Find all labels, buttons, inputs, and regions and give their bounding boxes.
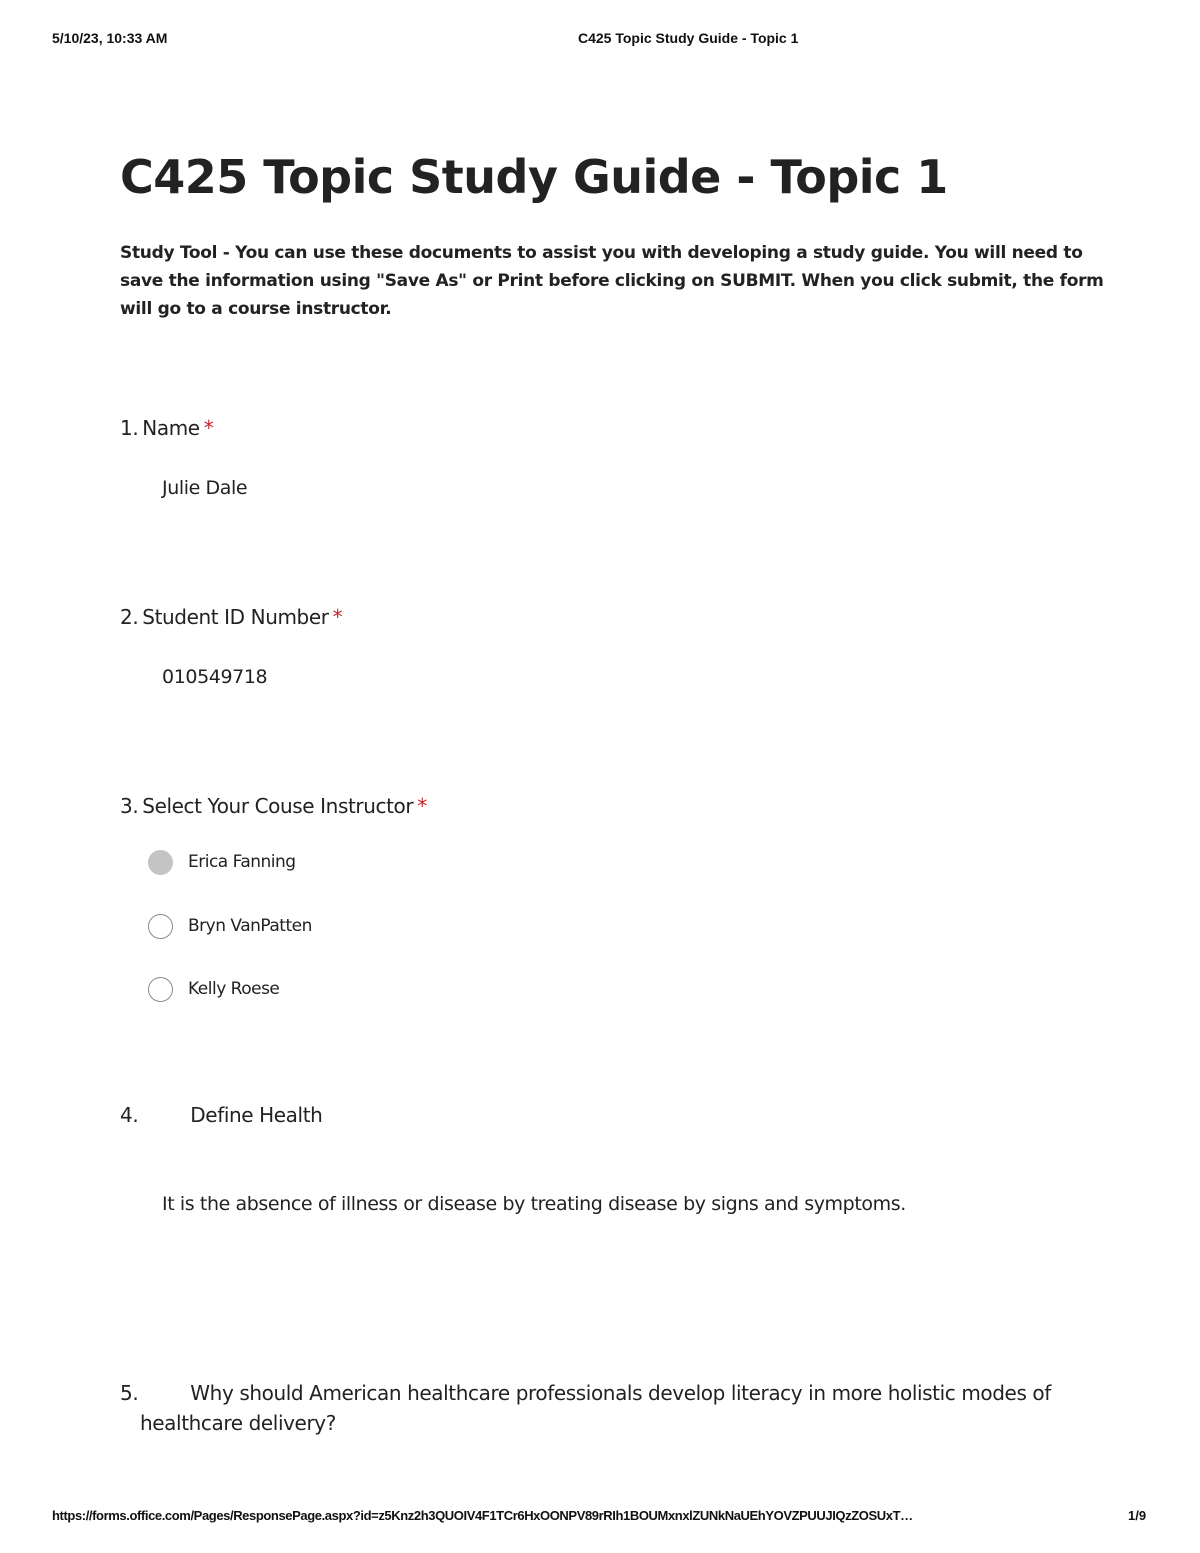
form-description: Study Tool - You can use these documents to assist you with developing a study guide. You will need to save the information using "Save As" or Print before clicking on SUBMIT. When you click submit, the form will go to a course instructor. bbox=[120, 243, 1104, 319]
required-marker: * bbox=[332, 605, 343, 629]
question-text: Select Your Couse Instructor bbox=[142, 794, 414, 818]
question-4-title bbox=[120, 1103, 322, 1127]
question-text: Student ID Number bbox=[142, 605, 329, 629]
required-marker: * bbox=[203, 416, 214, 440]
question-number: 2. bbox=[120, 605, 139, 629]
print-doc-title: C425 Topic Study Guide - Topic 1 bbox=[578, 30, 799, 46]
radio-label: Bryn VanPatten bbox=[188, 916, 312, 936]
radio-label: Erica Fanning bbox=[188, 852, 296, 872]
radio-button[interactable] bbox=[148, 914, 173, 939]
print-url: https://forms.office.com/Pages/ResponsePage.aspx?id=z5Knz2h3QUOIV4F1TCr6HxOONPV89rRIh1BOUMxnxlZUNkNaUEhYOVZPUUJIQzZOSUxT… bbox=[52, 1508, 913, 1523]
question-4-answer[interactable]: It is the absence of illness or disease by treating disease by signs and symptoms. bbox=[162, 1193, 906, 1215]
radio-button-selected[interactable] bbox=[148, 850, 173, 875]
question-text: Name bbox=[142, 416, 200, 440]
radio-button[interactable] bbox=[148, 977, 173, 1002]
question-number: 5. bbox=[120, 1381, 139, 1405]
question-number: 4. bbox=[120, 1103, 139, 1127]
radio-label: Kelly Roese bbox=[188, 979, 280, 999]
question-2-title bbox=[120, 605, 342, 629]
print-datetime: 5/10/23, 10:33 AM bbox=[52, 30, 168, 46]
radio-option-kelly-roese[interactable] bbox=[148, 974, 279, 1004]
question-3-title bbox=[120, 794, 427, 818]
question-text-line2: healthcare delivery? bbox=[140, 1411, 336, 1435]
form-title: C425 Topic Study Guide - Topic 1 bbox=[120, 150, 948, 204]
required-marker: * bbox=[417, 794, 427, 818]
question-text: Define Health bbox=[190, 1103, 323, 1127]
question-1-answer[interactable]: Julie Dale bbox=[162, 477, 248, 499]
question-text-line1: Why should American healthcare professionals develop literacy in more holistic modes of bbox=[190, 1381, 1051, 1405]
question-number: 1. bbox=[120, 416, 139, 440]
question-number: 3. bbox=[120, 794, 139, 818]
question-2-answer[interactable]: 010549718 bbox=[162, 666, 268, 688]
radio-option-erica-fanning[interactable] bbox=[148, 847, 296, 877]
question-1-title bbox=[120, 416, 213, 440]
radio-option-bryn-vanpatten[interactable] bbox=[148, 911, 312, 941]
question-5-title bbox=[120, 1378, 1080, 1438]
print-page-number: 1/9 bbox=[1128, 1508, 1147, 1523]
